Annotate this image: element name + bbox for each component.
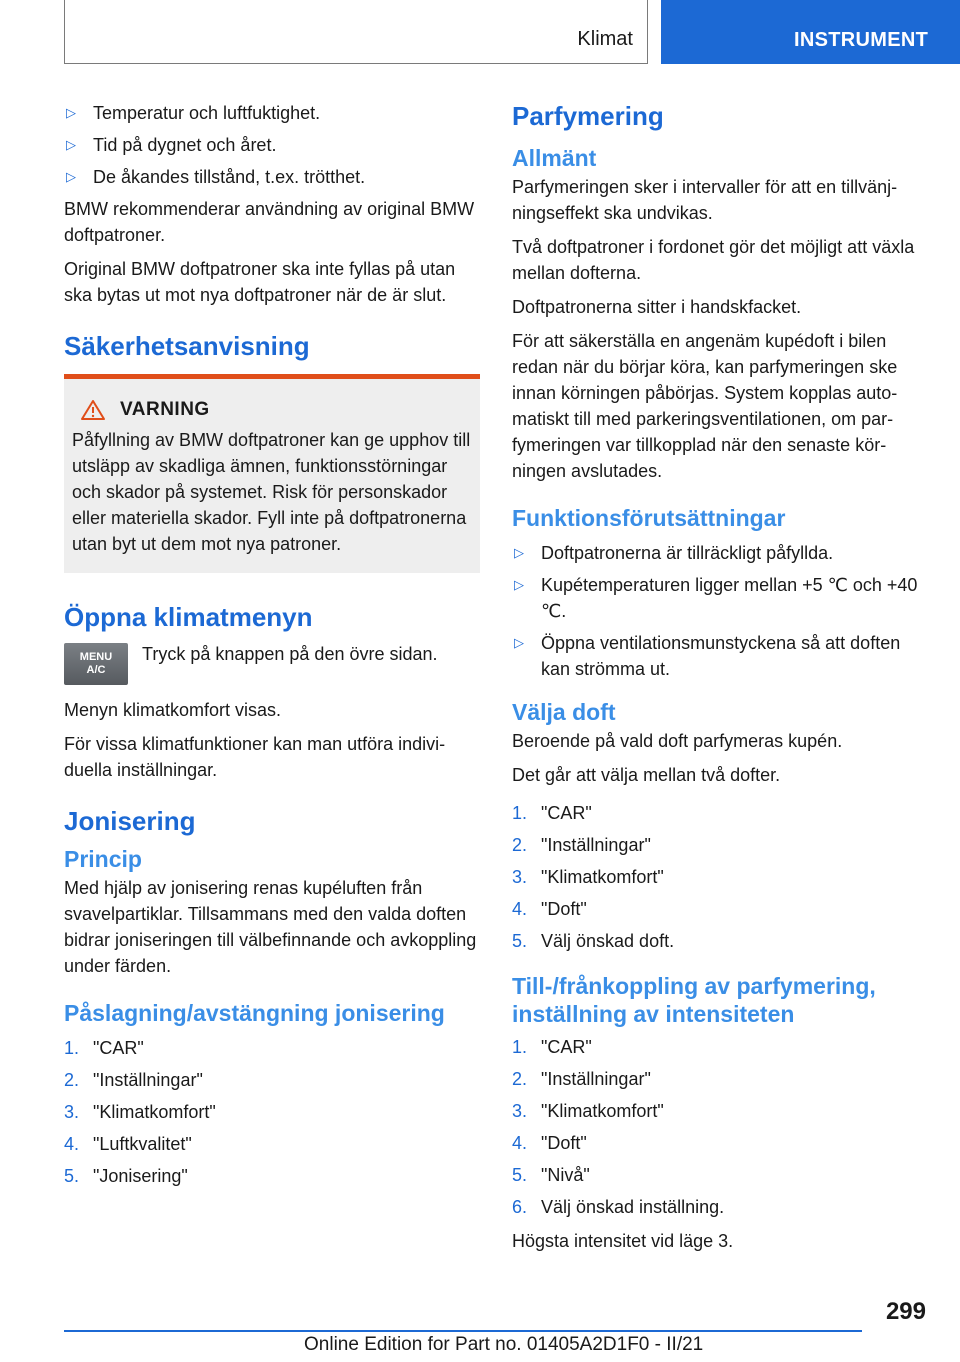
warning-box: [64, 374, 480, 573]
triangle-bullet-icon: ▷: [514, 577, 524, 592]
triangle-bullet-icon: ▷: [66, 105, 76, 120]
warning-title: VARNING: [120, 399, 210, 420]
triangle-bullet-icon: ▷: [66, 169, 76, 184]
list-item: 3. "Klimatkomfort": [512, 1101, 664, 1121]
onoff-steps-list: [64, 1035, 480, 1189]
subheading-onoff-ionisation: Påslagning/avstängning jonisering: [64, 1000, 445, 1026]
list-item: 1. "CAR": [512, 803, 592, 823]
section-heading-ionisation: Jonisering: [64, 806, 196, 836]
menu-instruction-text: Tryck på knappen på den övre sidan.: [142, 644, 438, 664]
paragraph: Doftpatronerna sitter i handskfacket.: [512, 297, 802, 317]
list-item: 5. Välj önskad doft.: [512, 931, 675, 951]
page-number: 299: [885, 1298, 926, 1325]
list-item: 2. "Inställningar": [64, 1070, 203, 1090]
paragraph: Med hjälp av jonisering renas kupéluften från svavelpartiklar. Tillsammans med den valda doften bidrar joniseringen till välbefinnande och avkoppling under färden.: [64, 878, 477, 976]
paragraph: Två doftpatroner i fordonet gör det möjligt att växla mellan dofterna.: [512, 237, 915, 283]
section-heading-safety: Säkerhetsanvisning: [64, 331, 310, 361]
list-item: 6. Välj önskad inställning.: [512, 1197, 725, 1217]
list-item: ▷ Doftpatronerna är tillräckligt påfyllda.: [512, 540, 928, 566]
list-item: 4. "Doft": [512, 899, 587, 919]
paragraph: BMW rekommenderar användning av original BMW doftpatroner.: [64, 199, 475, 245]
header-section-title: Klimat: [577, 28, 633, 50]
triangle-bullet-icon: ▷: [514, 545, 524, 560]
menu-instruction-row: [64, 643, 480, 685]
subheading-general: Allmänt: [512, 145, 597, 171]
triangle-bullet-icon: ▷: [66, 137, 76, 152]
header-chapter-title: INSTRUMENT: [794, 29, 929, 51]
prerequisites-bullet-list: [512, 540, 928, 682]
warning-header: [72, 399, 472, 421]
list-item: 5. "Nivå": [512, 1165, 590, 1185]
section-heading-climate-menu: Öppna klimatmenyn: [64, 602, 313, 632]
footer-divider: [64, 1330, 862, 1332]
paragraph: Original BMW doftpatroner ska inte fyllas på utan ska bytas ut mot nya doftpatroner när de är slut.: [64, 259, 456, 305]
subheading-principle: Princip: [64, 846, 142, 872]
toggle-intensity-steps-list: [512, 1034, 928, 1220]
list-item: ▷ Tid på dygnet och året.: [64, 132, 480, 158]
paragraph: Det går att välja mellan två dofter.: [512, 765, 781, 785]
list-item: ▷ Temperatur och luftfuktighet.: [64, 100, 480, 126]
header-section-box: [64, 0, 648, 64]
section-heading-perfume: Parfymering: [512, 101, 664, 131]
list-item: 2. "Inställningar": [512, 1069, 651, 1089]
menu-ac-button-icon: MENU A/C: [64, 643, 128, 685]
triangle-bullet-icon: ▷: [514, 635, 524, 650]
paragraph: För att säkerställa en angenäm kupédoft i bilen redan när du börjar köra, kan parfymeringen ske innan körningen påbörjas. System kopplas automatiskt till med parkeringsventilationen, om parfymeringen var tillkopplad när den senaste körningen avslutades.: [512, 331, 898, 481]
list-item: ▷ Öppna ventilationsmunstyckena så att doften kan strömma ut.: [512, 630, 928, 682]
list-item: 1. "CAR": [64, 1038, 144, 1058]
subheading-prerequisites: Funktionsförutsättningar: [512, 505, 786, 531]
subheading-choose-scent: Välja doft: [512, 699, 616, 725]
list-item: 3. "Klimatkomfort": [512, 867, 664, 887]
warning-triangle-icon: [80, 399, 106, 421]
paragraph: För vissa klimatfunktioner kan man utföra individuella inställningar.: [64, 734, 446, 780]
paragraph: Menyn klimatkomfort visas.: [64, 700, 282, 720]
list-item: 2. "Inställningar": [512, 835, 651, 855]
subheading-toggle-intensity: Till-/frånkoppling av parfymering, inställning av intensiteten: [512, 973, 876, 1027]
footer-edition: [304, 1334, 703, 1356]
list-item: 4. "Doft": [512, 1133, 587, 1153]
list-item: ▷ Kupétemperaturen ligger mellan +5 ℃ och +40 ℃.: [512, 572, 928, 624]
paragraph: Beroende på vald doft parfymeras kupén.: [512, 731, 843, 751]
left-column: [64, 100, 480, 1197]
list-item: 4. "Luftkvalitet": [64, 1134, 192, 1154]
paragraph: Högsta intensitet vid läge 3.: [512, 1231, 734, 1251]
list-item: 1. "CAR": [512, 1037, 592, 1057]
list-item: 3. "Klimatkomfort": [64, 1102, 216, 1122]
choose-scent-steps-list: [512, 800, 928, 954]
right-column: [512, 100, 928, 1262]
footer-edition-text: Online Edition for Part no. 01405A2D1F0 - II/21: [304, 1334, 704, 1355]
list-item: ▷ De åkandes tillstånd, t.ex. trötthet.: [64, 164, 480, 190]
paragraph: Parfymeringen sker i intervaller för att en tillvänjningseffekt ska undvikas.: [512, 177, 898, 223]
intro-bullet-list: [64, 100, 480, 190]
header-chapter-tab: [661, 0, 960, 64]
list-item: 5. "Jonisering": [64, 1166, 188, 1186]
warning-text: Påfyllning av BMW doftpatroner kan ge upphov till utsläpp av skadliga ämnen, funktionsstörningar och skador på systemet. Risk för personskador eller materiella skador. Fyll inte på doftpatronerna utan byt ut dem mot nya patroner.: [72, 430, 471, 554]
